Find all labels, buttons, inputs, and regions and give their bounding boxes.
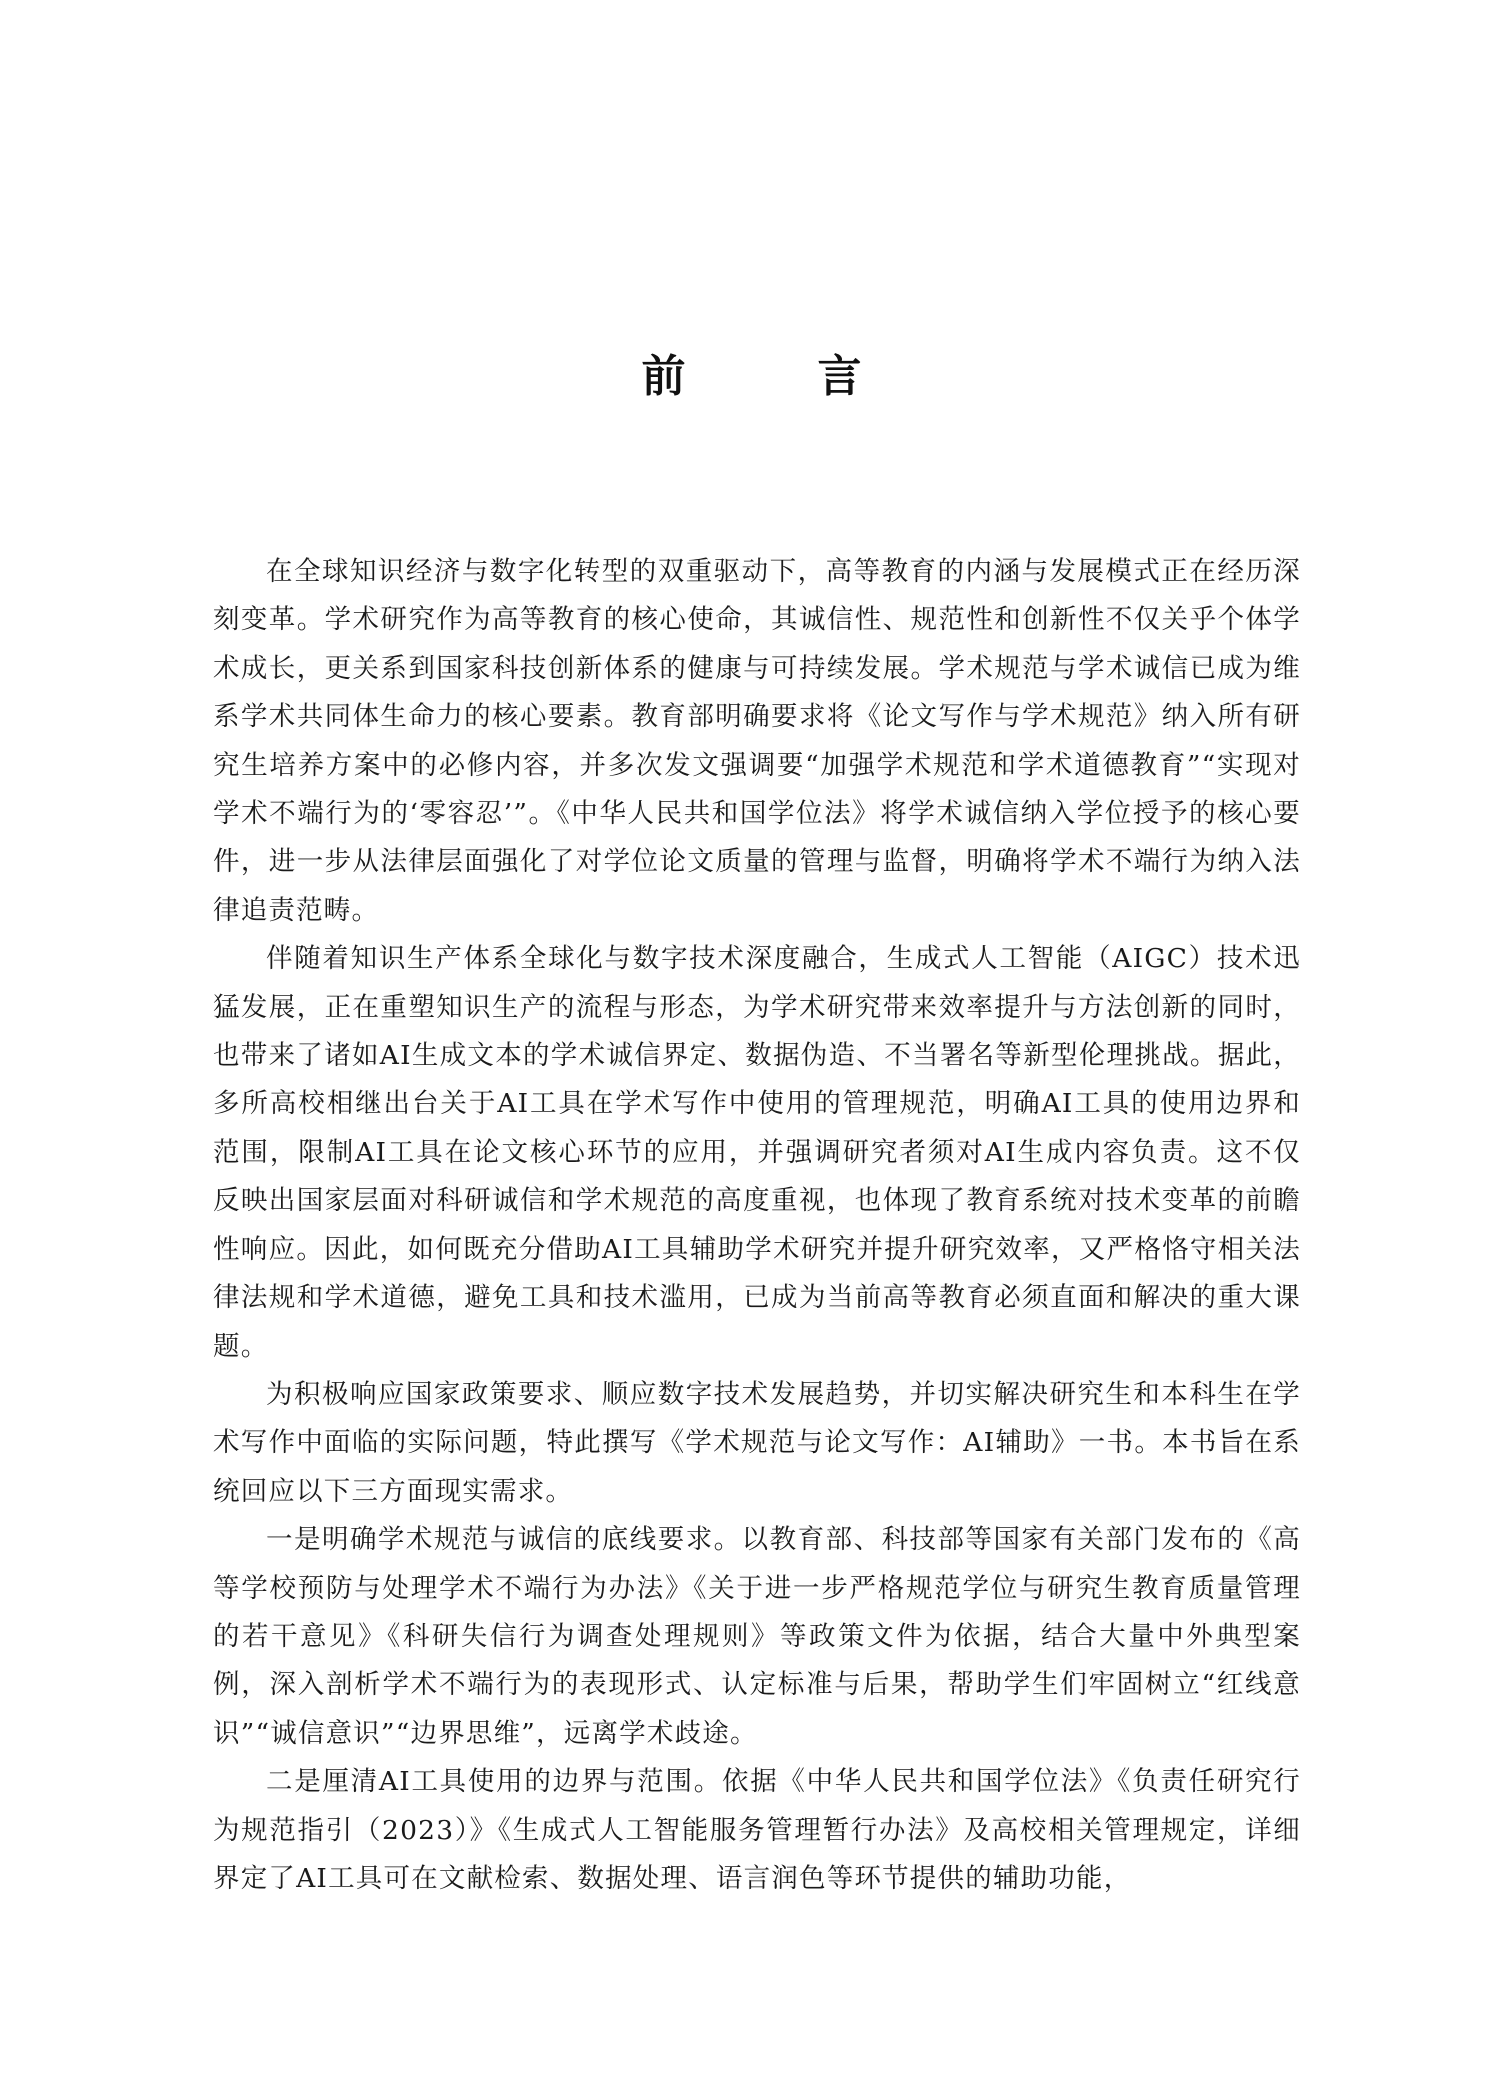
paragraph-1: 在全球知识经济与数字化转型的双重驱动下，高等教育的内涵与发展模式正在经历深刻变革。学术研究作为高等教育的核心使命，其诚信性、规范性和创新性不仅关乎个体学术成长，更关系到国家科技创新体系的健康与可持续发展。学术规范与学术诚信已成为维系学术共同体生命力的核心要素。教育部明确要求将《论文写作与学术规范》纳入所有研究生培养方案中的必修内容，并多次发文强调要“加强学术规范和学术道德教育”“实现对学术不端行为的‘零容忍’”。《中华人民共和国学位法》将学术诚信纳入学位授予的核心要件，进一步从法律层面强化了对学位论文质量的管理与监督，明确将学术不端行为纳入法律追责范畴。 xyxy=(213,556,1301,926)
page-title: 前 言 xyxy=(641,351,906,402)
paragraph-4: 一是明确学术规范与诚信的底线要求。以教育部、科技部等国家有关部门发布的《高等学校预防与处理学术不端行为办法》《关于进一步严格规范学位与研究生教育质量管理的若干意见》《科研失信行为调查处理规则》等政策文件为依据，结合大量中外典型案例，深入剖析学术不端行为的表现形式、认定标准与后果，帮助学生们牢固树立“红线意识”“诚信意识”“边界思维”，远离学术歧途。 xyxy=(213,1524,1301,1749)
paragraph-2: 伴随着知识生产体系全球化与数字技术深度融合，生成式人工智能（AIGC）技术迅猛发展，正在重塑知识生产的流程与形态，为学术研究带来效率提升与方法创新的同时，也带来了诸如AI生成文本的学术诚信界定、数据伪造、不当署名等新型伦理挑战。据此，多所高校相继出台关于AI工具在学术写作中使用的管理规范，明确AI工具的使用边界和范围，限制AI工具在论文核心环节的应用，并强调研究者须对AI生成内容负责。这不仅反映出国家层面对科研诚信和学术规范的高度重视，也体现了教育系统对技术变革的前瞻性响应。因此，如何既充分借助AI工具辅助学术研究并提升研究效率，又严格恪守相关法律法规和学术道德，避免工具和技术滥用，已成为当前高等教育必须直面和解决的重大课题。 xyxy=(213,943,1301,1362)
paragraph-5: 二是厘清AI工具使用的边界与范围。依据《中华人民共和国学位法》《负责任研究行为规范指引（2023）》《生成式人工智能服务管理暂行办法》及高校相关管理规定，详细界定了AI工具可在文献检索、数据处理、语言润色等环节提供的辅助功能， xyxy=(213,1766,1301,1894)
paragraph-3: 为积极响应国家政策要求、顺应数字技术发展趋势，并切实解决研究生和本科生在学术写作中面临的实际问题，特此撰写《学术规范与论文写作：AI辅助》一书。本书旨在系统回应以下三方面现实需求。 xyxy=(213,1378,1301,1507)
body-text xyxy=(213,548,1301,1903)
